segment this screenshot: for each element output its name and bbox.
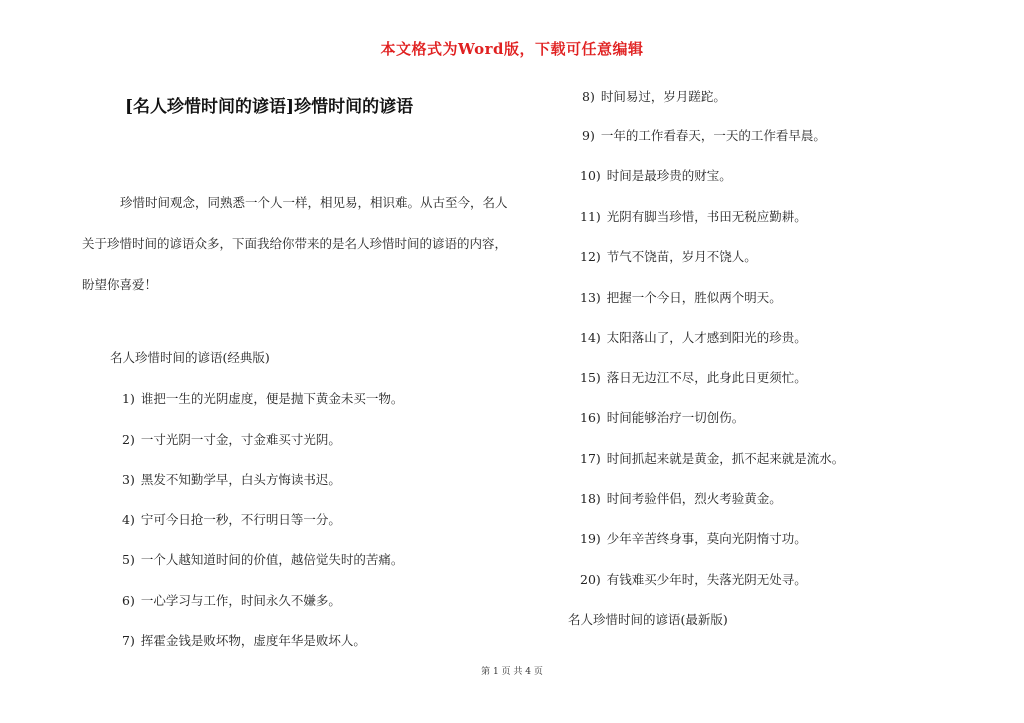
list-item (580, 247, 757, 265)
item-text: 谁把一生的光阴虚度，便是抛下黄金未买一物。 (140, 391, 404, 406)
item-text: 一心学习与工作，时间永久不嫌多。 (140, 593, 341, 608)
list-item (580, 328, 807, 346)
list-item (122, 550, 403, 568)
item-number: 4) (122, 512, 135, 527)
list-item (582, 126, 826, 144)
list-item (580, 368, 807, 386)
item-number: 16) (580, 410, 601, 425)
item-number: 13) (580, 290, 601, 305)
item-text: 宁可今日抢一秒，不行明日等一分。 (140, 512, 341, 527)
item-number: 1) (122, 391, 135, 406)
item-number: 5) (122, 552, 135, 567)
item-text: 太阳落山了，人才感到阳光的珍贵。 (606, 330, 807, 345)
item-text: 挥霍金钱是败坏物，虚度年华是败坏人。 (140, 633, 366, 648)
item-number: 9) (582, 128, 595, 143)
list-item (122, 591, 341, 609)
section-heading-classic: 名人珍惜时间的谚语(经典版) (110, 350, 270, 365)
list-item (580, 207, 807, 225)
item-number: 10) (580, 168, 601, 183)
item-text: 时间是最珍贵的财宝。 (606, 168, 732, 183)
list-item (122, 389, 403, 407)
item-number: 6) (122, 593, 135, 608)
list-item (122, 430, 341, 448)
item-number: 15) (580, 370, 601, 385)
word-format-banner: 本文格式为Word版，下载可任意编辑 (380, 40, 644, 58)
intro-paragraph: 珍惜时间观念，同熟悉一个人一样，相见易，相识难。从古至今，名人关于珍惜时间的谚语众多，下面我给你带来的是名人珍惜时间的谚语的内容，盼望你喜爱！ (82, 195, 508, 292)
item-number: 20) (580, 572, 601, 587)
page-title: [名人珍惜时间的谚语]珍惜时间的谚语 (125, 97, 414, 117)
item-text: 黑发不知勤学早，白头方悔读书迟。 (140, 472, 341, 487)
item-text: 有钱难买少年时，失落光阴无处寻。 (606, 572, 807, 587)
item-text: 时间考验伴侣，烈火考验黄金。 (606, 491, 782, 506)
list-item (580, 570, 807, 588)
item-text: 少年辛苦终身事，莫向光阴惰寸功。 (606, 531, 807, 546)
item-number: 3) (122, 472, 135, 487)
item-text: 一年的工作看春天，一天的工作看早晨。 (600, 128, 826, 143)
list-item (582, 87, 726, 105)
item-text: 光阴有脚当珍惜，书田无税应勤耕。 (606, 209, 807, 224)
item-text: 节气不饶苗，岁月不饶人。 (606, 249, 757, 264)
item-number: 19) (580, 531, 601, 546)
item-number: 14) (580, 330, 601, 345)
item-text: 一寸光阴一寸金，寸金难买寸光阴。 (140, 432, 341, 447)
item-number: 11) (580, 209, 601, 224)
list-item (580, 449, 844, 467)
item-text: 时间抓起来就是黄金，抓不起来就是流水。 (606, 451, 845, 466)
list-item (122, 470, 341, 488)
item-number: 18) (580, 491, 601, 506)
item-number: 7) (122, 633, 135, 648)
item-number: 8) (582, 89, 595, 104)
item-text: 时间能够治疗一切创伤。 (606, 410, 745, 425)
list-item (580, 166, 732, 184)
item-text: 把握一个今日，胜似两个明天。 (606, 290, 782, 305)
list-item (580, 408, 744, 426)
item-text: 一个人越知道时间的价值，越倍觉失时的苦痛。 (140, 552, 404, 567)
item-text: 落日无边江不尽，此身此日更须忙。 (606, 370, 807, 385)
section-heading-latest: 名人珍惜时间的谚语(最新版) (568, 612, 728, 627)
list-item (122, 510, 341, 528)
list-item (122, 631, 366, 649)
item-text: 时间易过，岁月蹉跎。 (600, 89, 726, 104)
list-item (580, 288, 782, 306)
item-number: 2) (122, 432, 135, 447)
list-item (580, 489, 782, 507)
page-number-footer: 第 1 页 共 4 页 (481, 667, 543, 677)
item-number: 17) (580, 451, 601, 466)
list-item (580, 529, 807, 547)
item-number: 12) (580, 249, 601, 264)
